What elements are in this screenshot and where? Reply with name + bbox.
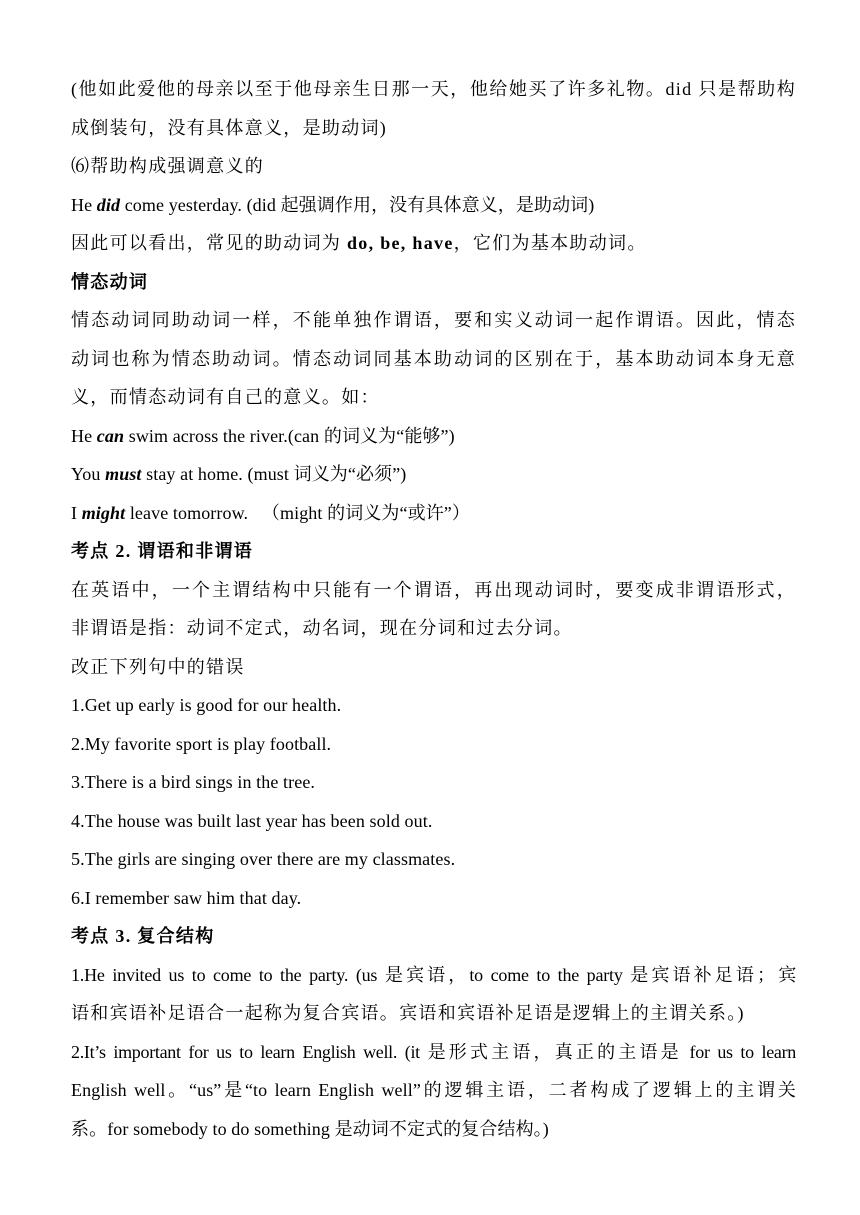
paragraph-line: 语和宾语补足语合一起称为复合宾语。宾语和宾语补足语是逻辑上的主谓关系。) [71, 1003, 745, 1023]
paragraph-line: English well。“us”是“to learn English well”的逻辑主语，二者构成了逻辑上的主谓关 [71, 1080, 796, 1100]
paragraph-line: 2.It’s important for us to learn English well. (it 是形式主语，真正的主语是 for us to learn [71, 1041, 796, 1062]
paragraph-line: 情态动词同助动词一样，不能单独作谓语，要和实义动词一起作谓语。因此，情态 [71, 310, 796, 330]
paragraph-line: (他如此爱他的母亲以至于他母亲生日那一天，他给她买了许多礼物。did 只是帮助构 [71, 79, 796, 99]
paragraph-line: 因此可以看出，常见的助动词为 do, be, have，它们为基本助动词。 [71, 233, 647, 253]
paragraph-line: 动词也称为情态助动词。情态动词同基本助动词的区别在于，基本助动词本身无意 [71, 348, 796, 369]
example-sentence: I might leave tomorrow. （might 的词义为“或许”） [71, 502, 470, 523]
paragraph-line: 义，而情态动词有自己的意义。如： [71, 387, 380, 407]
paragraph-line: 系。for somebody to do something 是动词不定式的复合结构。) [71, 1118, 549, 1139]
exercise-item: 5.The girls are singing over there are my classmates. [71, 849, 456, 869]
emphasized-word: might [81, 502, 126, 523]
emphasized-word: must [105, 464, 142, 484]
section-heading: 情态动词 [71, 271, 149, 292]
exercise-item: 3.There is a bird sings in the tree. [71, 772, 316, 792]
section-heading: 考点 3. 复合结构 [71, 926, 215, 946]
paragraph-line: 改正下列句中的错误 [71, 656, 245, 677]
exercise-item: 4.The house was built last year has been sold out. [71, 810, 433, 831]
document-page [71, 70, 796, 1148]
example-sentence: You must stay at home. (must 词义为“必须”) [71, 464, 407, 484]
example-sentence: He did come yesterday. (did 起强调作用，没有具体意义，是助动词) [71, 194, 595, 215]
bold-term: do, be, have [347, 233, 454, 253]
example-sentence: He can swim across the river.(can 的词义为“能够”) [71, 425, 455, 446]
emphasized-word: did [96, 194, 121, 215]
paragraph-line: 在英语中，一个主谓结构中只能有一个谓语，再出现动词时，要变成非谓语形式， [71, 579, 796, 600]
emphasized-word: can [96, 425, 125, 446]
section-heading: 考点 2. 谓语和非谓语 [71, 541, 254, 561]
paragraph-line: 成倒装句，没有具体意义，是助动词) [71, 117, 388, 138]
paragraph-line: ⑹帮助构成强调意义的 [71, 156, 264, 176]
exercise-item: 6.I remember saw him that day. [71, 887, 302, 908]
exercise-item: 1.Get up early is good for our health. [71, 695, 342, 715]
exercise-item: 2.My favorite sport is play football. [71, 733, 332, 754]
paragraph-line: 1.He invited us to come to the party. (us 是宾语，to come to the party 是宾语补足语；宾 [71, 964, 796, 985]
paragraph-line: 非谓语是指：动词不定式，动名词，现在分词和过去分词。 [71, 618, 573, 638]
